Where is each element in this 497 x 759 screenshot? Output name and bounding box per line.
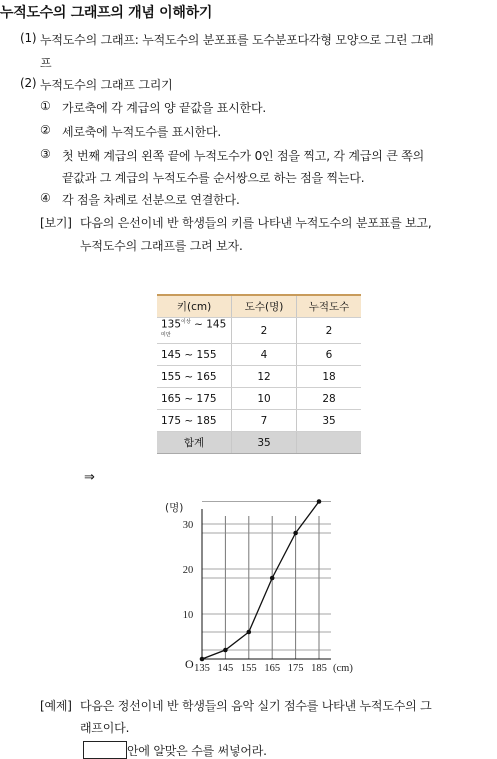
table-header-cumulative: 누적도수 (297, 295, 362, 318)
table-cell-cumulative: 35 (297, 410, 362, 432)
table-cell-cumulative: 2 (297, 318, 362, 344)
arrow-icon: ⇒ (84, 470, 95, 485)
range-end-suffix: 미만 (161, 331, 171, 338)
x-tick-label: 145 (217, 663, 234, 674)
origin-label: O (185, 657, 194, 671)
range-end: 185 (196, 414, 217, 427)
page-title: 누적도수의 그래프의 개념 이해하기 (0, 5, 213, 21)
data-point (293, 531, 298, 536)
table-cell-frequency: 2 (232, 318, 297, 344)
range-separator: ~ (184, 370, 194, 383)
example-text-line1: 다음의 은선이네 반 학생들의 키를 나타낸 누적도수의 분포표를 보고, (80, 216, 432, 230)
exercise-text-line1: 다음은 정선이네 반 학생들의 음악 실기 점수를 나타낸 누적도수의 그 (80, 699, 432, 713)
range-start: 145 (161, 348, 182, 361)
range-end: 165 (196, 370, 217, 383)
range-separator: ~ (184, 414, 194, 427)
range-separator: ~ (184, 348, 194, 361)
data-point (317, 499, 322, 504)
table-cell-cumulative: 18 (297, 366, 362, 388)
step-2-text: 세로축에 누적도수를 표시한다. (62, 125, 221, 139)
item-1-text-line1: 누적도수의 그래프: 누적도수의 분포표를 도수분포다각형 모양으로 그린 그래 (40, 33, 434, 47)
example-text-line2: 누적도수의 그래프를 그려 보자. (80, 239, 243, 253)
range-end: 145 (206, 318, 227, 331)
item-1-number: (1) (20, 31, 37, 45)
item-1-text-line2: 프 (40, 56, 52, 70)
step-4-text: 각 점을 차례로 선분으로 연결한다. (62, 193, 240, 207)
step-1-mark: ① (40, 99, 51, 113)
table-cell-cumulative: 6 (297, 344, 362, 366)
x-tick-label: 135 (194, 663, 210, 674)
table-cell-frequency: 12 (232, 366, 297, 388)
item-2-number: (2) (20, 76, 37, 90)
data-point (247, 630, 252, 635)
y-axis-label: (명) (165, 502, 184, 514)
table-cell-frequency: 4 (232, 344, 297, 366)
table-cell-frequency: 7 (232, 410, 297, 432)
y-tick-label: 10 (182, 610, 194, 621)
y-tick-label: 20 (182, 565, 194, 576)
range-start: 175 (161, 414, 182, 427)
item-2-heading: 누적도수의 그래프 그리기 (40, 78, 173, 92)
table-header-frequency: 도수(명) (232, 295, 297, 318)
x-tick-label: 175 (287, 663, 304, 674)
x-axis-label: (cm) (333, 663, 353, 674)
exercise-tag: [예제] (40, 699, 72, 713)
table-total-label: 합계 (157, 432, 232, 454)
step-1-text: 가로축에 각 계급의 양 끝값을 표시한다. (62, 101, 266, 115)
data-point (200, 657, 205, 662)
y-tick-label: 30 (182, 520, 194, 531)
table-cell-cumulative: 28 (297, 388, 362, 410)
example-tag: [보기] (40, 216, 72, 230)
x-tick-label: 155 (240, 663, 257, 674)
range-start: 155 (161, 370, 182, 383)
range-start-suffix: 이상 (181, 319, 191, 325)
step-3-mark: ③ (40, 147, 51, 161)
range-separator: ~ (194, 318, 203, 331)
table-header-height: 키(cm) (157, 295, 232, 318)
x-tick-label: 165 (264, 663, 281, 674)
exercise-text-line3: 안에 알맞은 수를 써넣어라. (127, 744, 267, 758)
step-4-mark: ④ (40, 191, 51, 205)
series-line (202, 502, 319, 660)
step-2-mark: ② (40, 123, 51, 137)
step-3-text: 첫 번째 계급의 왼쪽 끝에 누적도수가 0인 점을 찍고, 각 계급의 큰 쪽의 (62, 149, 425, 163)
table-cell-frequency: 10 (232, 388, 297, 410)
table-total-value: 35 (232, 432, 297, 454)
step-3-text-continued: 끝값과 그 계급의 누적도수를 순서쌍으로 하는 점을 찍는다. (62, 171, 365, 185)
range-end: 155 (196, 348, 217, 361)
data-point (270, 576, 275, 581)
answer-blank-box[interactable] (83, 741, 127, 759)
data-point (223, 648, 228, 653)
range-start: 135 (161, 318, 182, 331)
exercise-text-line2: 래프이다. (80, 721, 130, 735)
range-separator: ~ (184, 392, 194, 405)
range-start: 165 (161, 392, 182, 405)
x-tick-label: 185 (311, 663, 327, 674)
range-end: 175 (196, 392, 217, 405)
